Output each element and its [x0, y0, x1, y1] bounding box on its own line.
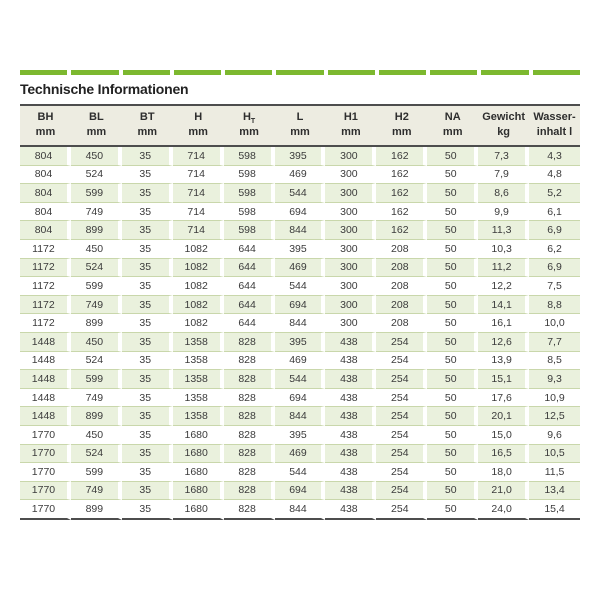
table-cell: 450 [71, 333, 122, 352]
table-cell: 50 [427, 500, 478, 520]
table-cell: 395 [275, 426, 326, 445]
table-cell: 828 [224, 500, 275, 520]
table-cell: 1358 [173, 389, 224, 408]
column-label: Wasser- [533, 111, 576, 123]
table-cell: 524 [71, 352, 122, 371]
table-cell: 1358 [173, 407, 224, 426]
table-cell: 35 [122, 407, 173, 426]
table-cell: 1770 [20, 482, 71, 501]
table-cell: 438 [325, 407, 376, 426]
table-cell: 7,7 [529, 333, 580, 352]
table-cell: 10,3 [478, 240, 529, 259]
table-cell: 1680 [173, 463, 224, 482]
table-cell: 524 [71, 166, 122, 185]
accent-bar-segment [20, 70, 71, 75]
table-cell: 35 [122, 333, 173, 352]
table-cell: 804 [20, 147, 71, 166]
table-cell: 395 [275, 333, 326, 352]
table-cell: 899 [71, 314, 122, 333]
table-cell: 300 [325, 166, 376, 185]
table-cell: 16,1 [478, 314, 529, 333]
table-cell: 6,9 [529, 221, 580, 240]
table-cell: 844 [275, 314, 326, 333]
table-row [20, 296, 580, 315]
table-cell: 6,1 [529, 203, 580, 222]
table-cell: 35 [122, 352, 173, 371]
table-row [20, 333, 580, 352]
table-cell: 50 [427, 463, 478, 482]
accent-bar-segment [123, 70, 174, 75]
table-row [20, 203, 580, 222]
table-cell: 9,6 [529, 426, 580, 445]
table-cell: 11,2 [478, 259, 529, 278]
column-label: BH [37, 111, 54, 123]
section-title: Technische Informationen [20, 81, 189, 97]
table-cell: 50 [427, 259, 478, 278]
table-cell: 254 [376, 500, 427, 520]
table-row [20, 426, 580, 445]
table-row [20, 389, 580, 408]
table-cell: 208 [376, 296, 427, 315]
accent-bar-segment [276, 70, 327, 75]
column-header-h [173, 104, 224, 147]
table-cell: 13,4 [529, 482, 580, 501]
table-cell: 254 [376, 426, 427, 445]
table-cell: 1448 [20, 407, 71, 426]
table-row [20, 259, 580, 278]
table-cell: 694 [275, 296, 326, 315]
column-unit: mm [341, 126, 361, 138]
table-cell: 5,2 [529, 184, 580, 203]
table-row [20, 463, 580, 482]
accent-bar-segment [71, 70, 122, 75]
table-cell: 50 [427, 296, 478, 315]
table-cell: 599 [71, 463, 122, 482]
table-row [20, 352, 580, 371]
table-cell: 694 [275, 203, 326, 222]
table-row [20, 166, 580, 185]
table-cell: 35 [122, 184, 173, 203]
table-cell: 544 [275, 277, 326, 296]
table-cell: 24,0 [478, 500, 529, 520]
table-cell: 14,1 [478, 296, 529, 315]
table-cell: 7,9 [478, 166, 529, 185]
table-cell: 208 [376, 259, 427, 278]
table-cell: 749 [71, 389, 122, 408]
table-cell: 15,4 [529, 500, 580, 520]
table-cell: 749 [71, 203, 122, 222]
table-cell: 1680 [173, 426, 224, 445]
column-unit: mm [188, 126, 208, 138]
table-cell: 844 [275, 500, 326, 520]
table-cell: 469 [275, 259, 326, 278]
column-unit: mm [35, 126, 56, 138]
column-label: $H_T$ [242, 111, 256, 126]
table-cell: 35 [122, 389, 173, 408]
table-cell: 50 [427, 221, 478, 240]
table-cell: 300 [325, 221, 376, 240]
table-cell: 208 [376, 240, 427, 259]
table-cell: 804 [20, 203, 71, 222]
table-cell: 714 [173, 147, 224, 166]
table-cell: 35 [122, 240, 173, 259]
table-row [20, 277, 580, 296]
table-cell: 644 [224, 259, 275, 278]
table-cell: 162 [376, 184, 427, 203]
table-cell: 35 [122, 296, 173, 315]
column-label: BL [89, 111, 104, 123]
table-row [20, 370, 580, 389]
table-cell: 828 [224, 463, 275, 482]
table-cell: 254 [376, 333, 427, 352]
table-cell: 438 [325, 463, 376, 482]
table-cell: 644 [224, 240, 275, 259]
accent-bar [20, 70, 580, 75]
table-cell: 254 [376, 352, 427, 371]
table-cell: 50 [427, 389, 478, 408]
table-cell: 828 [224, 370, 275, 389]
table-row [20, 500, 580, 520]
table-cell: 844 [275, 221, 326, 240]
table-cell: 599 [71, 277, 122, 296]
column-header-h1 [325, 104, 376, 147]
table-cell: 254 [376, 445, 427, 464]
table-cell: 35 [122, 166, 173, 185]
column-header-bl [71, 104, 122, 147]
table-cell: 9,3 [529, 370, 580, 389]
table-cell: 50 [427, 184, 478, 203]
table-cell: 162 [376, 203, 427, 222]
table-cell: 544 [275, 463, 326, 482]
table-cell: 6,2 [529, 240, 580, 259]
table-cell: 300 [325, 259, 376, 278]
column-header-wasser [529, 104, 580, 147]
table-cell: 599 [71, 370, 122, 389]
table-cell: 300 [325, 277, 376, 296]
table-cell: 7,5 [529, 277, 580, 296]
table-cell: 50 [427, 203, 478, 222]
table-row [20, 445, 580, 464]
table-cell: 438 [325, 352, 376, 371]
table-cell: 162 [376, 221, 427, 240]
table-cell: 300 [325, 147, 376, 166]
accent-bar-segment [533, 70, 580, 75]
table-cell: 899 [71, 407, 122, 426]
table-row [20, 482, 580, 501]
table-cell: 35 [122, 426, 173, 445]
table-cell: 1172 [20, 259, 71, 278]
table-cell: 15,0 [478, 426, 529, 445]
table-cell: 1448 [20, 352, 71, 371]
table-cell: 598 [224, 184, 275, 203]
table-cell: 300 [325, 184, 376, 203]
table-cell: 208 [376, 277, 427, 296]
column-header-ht [224, 104, 275, 147]
table-cell: 50 [427, 370, 478, 389]
table-cell: 20,1 [478, 407, 529, 426]
column-label: H2 [394, 111, 409, 123]
table-cell: 50 [427, 166, 478, 185]
table-cell: 35 [122, 370, 173, 389]
column-label: NA [444, 111, 461, 123]
table-cell: 1680 [173, 482, 224, 501]
table-cell: 395 [275, 240, 326, 259]
table-cell: 13,9 [478, 352, 529, 371]
table-cell: 8,8 [529, 296, 580, 315]
table-cell: 599 [71, 184, 122, 203]
table-cell: 50 [427, 352, 478, 371]
table-cell: 804 [20, 166, 71, 185]
table-cell: 469 [275, 445, 326, 464]
table-cell: 50 [427, 147, 478, 166]
table-cell: 50 [427, 407, 478, 426]
header-row [20, 104, 580, 147]
table-cell: 1172 [20, 240, 71, 259]
table-cell: 598 [224, 166, 275, 185]
table-cell: 899 [71, 221, 122, 240]
table-cell: 694 [275, 389, 326, 408]
table-cell: 1770 [20, 463, 71, 482]
table-cell: 844 [275, 407, 326, 426]
column-label: BT [139, 111, 155, 123]
table-cell: 828 [224, 333, 275, 352]
column-unit: mm [137, 126, 158, 138]
table-cell: 35 [122, 277, 173, 296]
table-cell: 749 [71, 296, 122, 315]
table-cell: 438 [325, 445, 376, 464]
table-cell: 12,6 [478, 333, 529, 352]
table-cell: 694 [275, 482, 326, 501]
table-cell: 10,5 [529, 445, 580, 464]
table-cell: 254 [376, 463, 427, 482]
table-cell: 35 [122, 147, 173, 166]
table-cell: 598 [224, 221, 275, 240]
column-unit: mm [239, 126, 259, 138]
table-cell: 544 [275, 184, 326, 203]
table-cell: 714 [173, 203, 224, 222]
table-cell: 12,5 [529, 407, 580, 426]
table-cell: 254 [376, 370, 427, 389]
table-cell: 162 [376, 166, 427, 185]
column-unit: inhalt l [536, 126, 573, 138]
table-cell: 254 [376, 407, 427, 426]
table-cell: 828 [224, 407, 275, 426]
table-cell: 35 [122, 203, 173, 222]
table-cell: 300 [325, 314, 376, 333]
table-cell: 1172 [20, 314, 71, 333]
table-cell: 21,0 [478, 482, 529, 501]
column-label: L [296, 111, 304, 123]
table-cell: 450 [71, 147, 122, 166]
table-cell: 1358 [173, 333, 224, 352]
table-cell: 828 [224, 426, 275, 445]
table-cell: 35 [122, 221, 173, 240]
table-cell: 804 [20, 221, 71, 240]
table-cell: 1770 [20, 500, 71, 520]
column-unit: mm [442, 126, 463, 138]
table-cell: 644 [224, 296, 275, 315]
table-cell: 395 [275, 147, 326, 166]
table-cell: 828 [224, 389, 275, 408]
table-row [20, 240, 580, 259]
table-cell: 1448 [20, 370, 71, 389]
table-cell: 1680 [173, 445, 224, 464]
accent-bar-segment [379, 70, 430, 75]
table-cell: 1082 [173, 259, 224, 278]
table-cell: 6,9 [529, 259, 580, 278]
table-cell: 12,2 [478, 277, 529, 296]
column-unit: mm [86, 126, 107, 138]
table-cell: 254 [376, 389, 427, 408]
table-cell: 35 [122, 482, 173, 501]
table-cell: 208 [376, 314, 427, 333]
table-cell: 254 [376, 482, 427, 501]
table-cell: 4,8 [529, 166, 580, 185]
table-cell: 50 [427, 333, 478, 352]
table-cell: 9,9 [478, 203, 529, 222]
table-cell: 1770 [20, 445, 71, 464]
table-cell: 4,3 [529, 147, 580, 166]
table-cell: 16,5 [478, 445, 529, 464]
table-row [20, 221, 580, 240]
table-cell: 438 [325, 426, 376, 445]
table-cell: 50 [427, 426, 478, 445]
table-cell: 1680 [173, 500, 224, 520]
table-cell: 714 [173, 221, 224, 240]
table-cell: 544 [275, 370, 326, 389]
table-cell: 1082 [173, 240, 224, 259]
table-cell: 50 [427, 445, 478, 464]
table-cell: 1358 [173, 352, 224, 371]
table-cell: 7,3 [478, 147, 529, 166]
table-cell: 598 [224, 203, 275, 222]
table-cell: 50 [427, 482, 478, 501]
table-cell: 1172 [20, 277, 71, 296]
table-cell: 450 [71, 426, 122, 445]
accent-bar-segment [430, 70, 481, 75]
table-cell: 828 [224, 482, 275, 501]
table-cell: 15,1 [478, 370, 529, 389]
table-cell: 35 [122, 463, 173, 482]
table-cell: 11,3 [478, 221, 529, 240]
column-unit: kg [497, 126, 511, 138]
table-cell: 438 [325, 333, 376, 352]
tech-info-table [20, 104, 580, 520]
table-cell: 1770 [20, 426, 71, 445]
table-cell: 714 [173, 166, 224, 185]
table-cell: 524 [71, 259, 122, 278]
table-cell: 749 [71, 482, 122, 501]
table-cell: 17,6 [478, 389, 529, 408]
column-label: H [194, 111, 203, 123]
table-cell: 828 [224, 352, 275, 371]
table-cell: 438 [325, 482, 376, 501]
table-cell: 10,9 [529, 389, 580, 408]
table-cell: 50 [427, 277, 478, 296]
accent-bar-segment [225, 70, 276, 75]
table-row [20, 184, 580, 203]
table-cell: 300 [325, 296, 376, 315]
table-body [20, 147, 580, 520]
column-label: H1 [343, 111, 358, 123]
column-header-bt [122, 104, 173, 147]
table-cell: 804 [20, 184, 71, 203]
table-cell: 438 [325, 500, 376, 520]
table-cell: 50 [427, 314, 478, 333]
column-header-l [275, 104, 326, 147]
table-row [20, 314, 580, 333]
column-unit: mm [392, 126, 412, 138]
table-cell: 644 [224, 314, 275, 333]
table-cell: 300 [325, 203, 376, 222]
table-cell: 35 [122, 314, 173, 333]
table-cell: 714 [173, 184, 224, 203]
table-cell: 35 [122, 445, 173, 464]
column-label: Gewicht [482, 111, 525, 123]
table-cell: 1448 [20, 389, 71, 408]
table-cell: 50 [427, 240, 478, 259]
table-cell: 1448 [20, 333, 71, 352]
table-cell: 11,5 [529, 463, 580, 482]
column-label-subscript: T [250, 118, 256, 126]
table-cell: 899 [71, 500, 122, 520]
table-cell: 598 [224, 147, 275, 166]
table-cell: 469 [275, 166, 326, 185]
table-header [20, 104, 580, 147]
table-cell: 1172 [20, 296, 71, 315]
column-header-bh [20, 104, 71, 147]
table-cell: 1082 [173, 277, 224, 296]
table-row [20, 147, 580, 166]
table-cell: 18,0 [478, 463, 529, 482]
column-unit: mm [290, 126, 310, 138]
table-cell: 438 [325, 370, 376, 389]
accent-bar-segment [328, 70, 379, 75]
table-cell: 450 [71, 240, 122, 259]
table-cell: 162 [376, 147, 427, 166]
table-cell: 1082 [173, 296, 224, 315]
table-cell: 469 [275, 352, 326, 371]
table-cell: 8,6 [478, 184, 529, 203]
table-cell: 8,5 [529, 352, 580, 371]
table-cell: 828 [224, 445, 275, 464]
column-header-gewicht [478, 104, 529, 147]
table-cell: 10,0 [529, 314, 580, 333]
accent-bar-segment [174, 70, 225, 75]
table-cell: 644 [224, 277, 275, 296]
accent-bar-segment [481, 70, 532, 75]
column-header-na [427, 104, 478, 147]
table-row [20, 407, 580, 426]
table-cell: 1082 [173, 314, 224, 333]
table-cell: 35 [122, 259, 173, 278]
table-cell: 300 [325, 240, 376, 259]
table-cell: 1358 [173, 370, 224, 389]
table-cell: 524 [71, 445, 122, 464]
table-cell: 438 [325, 389, 376, 408]
column-header-h2 [376, 104, 427, 147]
tech-info-section [20, 70, 580, 520]
table-cell: 35 [122, 500, 173, 520]
